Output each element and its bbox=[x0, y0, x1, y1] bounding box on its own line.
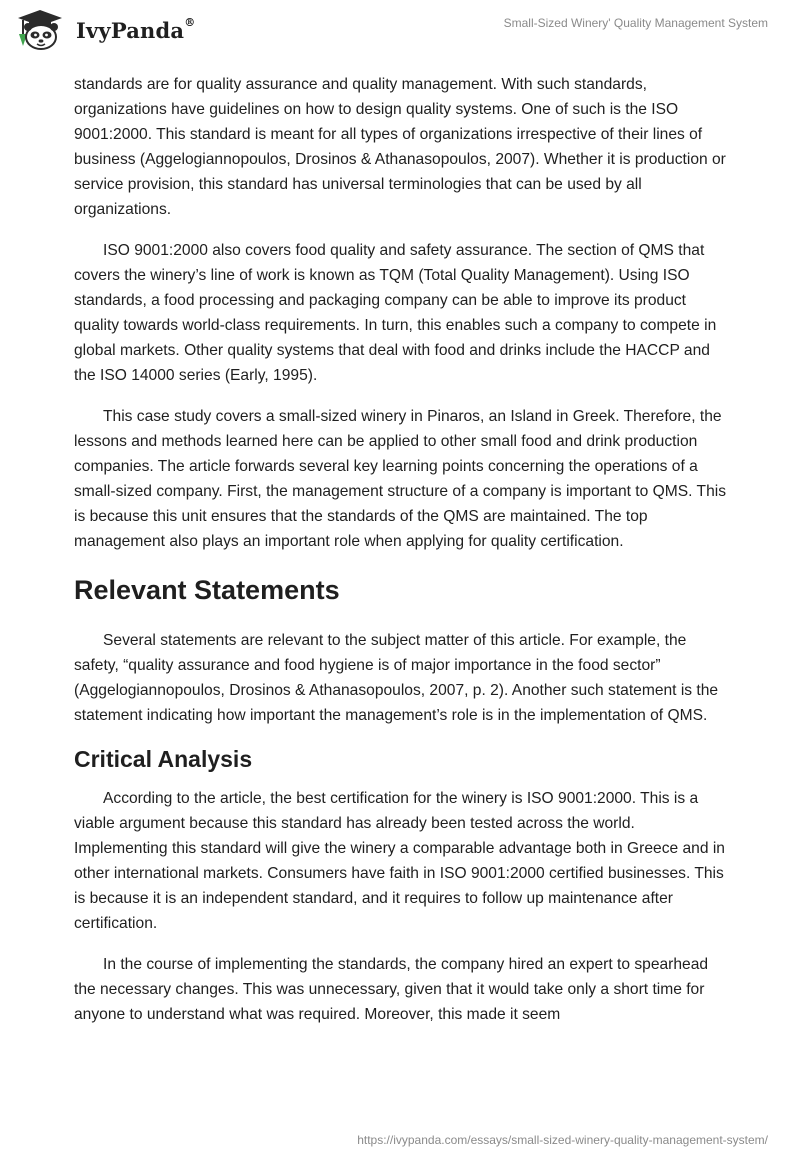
paragraph: Several statements are relevant to the subject matter of this article. For example, the safety, “quality assurance and food hygiene is of major importance in the food sector” (Aggelogiannopoulos, Drosinos & Athanasopoulos, 2007, p. 2). Another such statement is the statement indicating how important the management’s role is in the implementation of QMS. bbox=[74, 632, 719, 724]
paragraph: standards are for quality assurance and quality management. With such standards, organizations have guidelines on how to design quality systems. One of such is the ISO 9001:2000. This standard is meant for all types of organizations irrespective of their lines of business (Aggelogiannopoulos, Drosinos & Athanasopoulos, 2007). Whether it is production or service provision, this standard has universal terminologies that can be used by all organizations. bbox=[74, 76, 726, 218]
paragraph: ISO 9001:2000 also covers food quality and safety assurance. The section of QMS that covers the winery’s line of work is known as TQM (Total Quality Management). Using ISO standards, a food processing and packaging company can be able to improve its product quality towards world-class requirements. In turn, this enables such a company to compete in global markets. Other quality systems that deal with food and drinks include the HACCP and the ISO 14000 series (Early, 1995). bbox=[74, 242, 717, 384]
essay-content bbox=[74, 72, 726, 1043]
paragraph: According to the article, the best certification for the winery is ISO 9001:2000. This is a viable argument because this standard has already been tested across the world. Implementing this standard will give the winery a comparable advantage both in Greece and in other international markets. Consumers have faith in ISO 9001:2000 certified businesses. This is because it is an independent standard, and it requires to follow up maintenance after certification. bbox=[74, 790, 725, 932]
section-heading-relevant-statements: Relevant Statements bbox=[74, 575, 340, 605]
document-title: Small-Sized Winery' Quality Management System bbox=[503, 16, 768, 30]
brand-logo[interactable] bbox=[14, 8, 195, 52]
paragraph: In the course of implementing the standards, the company hired an expert to spearhead the necessary changes. This was unnecessary, given that it would take only a short time for anyone to understand what was required. Moreover, this made it seem bbox=[74, 956, 709, 1023]
section-heading-critical-analysis: Critical Analysis bbox=[74, 746, 253, 772]
paragraph: This case study covers a small-sized winery in Pinaros, an Island in Greek. Therefore, the lessons and methods learned here can be applied to other small food and drink production companies. The article forwards several key learning points concerning the operations of a small-sized company. First, the management structure of a company is important to QMS. This is because this unit ensures that the standards of the QMS are maintained. The top management also plays an important role when applying for quality certification. bbox=[74, 408, 727, 550]
panda-logo-icon bbox=[14, 8, 66, 52]
page-header bbox=[0, 0, 800, 64]
brand-name: IvyPanda® bbox=[76, 15, 196, 43]
source-url-link[interactable]: https://ivypanda.com/essays/small-sized-winery-quality-management-system/ bbox=[357, 1133, 768, 1147]
